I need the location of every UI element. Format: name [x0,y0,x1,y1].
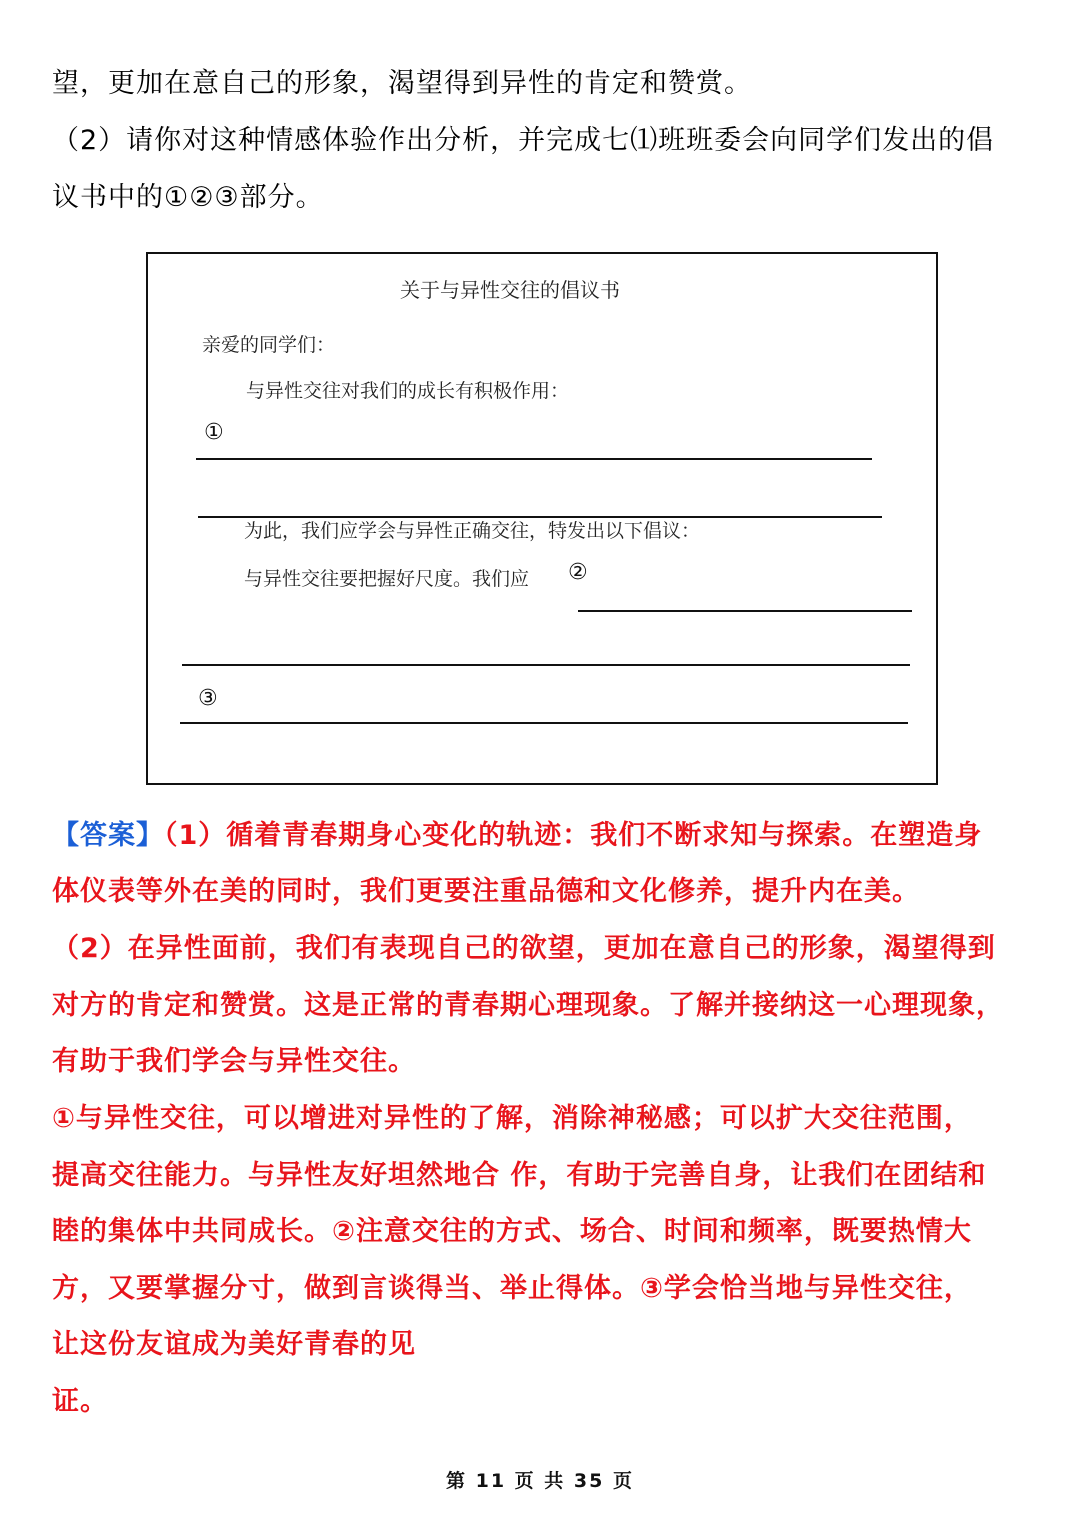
page-number: 第 11 页 共 35 页 [446,1470,634,1492]
proposal-para-3: 与异性交往要把握好尺度。我们应 [244,568,530,590]
proposal-intro: 与异性交往对我们的成长有积极作用： [246,380,570,402]
question-line-2: （2）请你对这种情感体验作出分析，并完成七⑴班班委会向同学们发出的倡 [52,125,995,156]
answer-tag: 【答案】 [52,820,164,851]
answer-line-10: 让这份友谊成为美好青春的见 [52,1329,416,1360]
question-line-1: 望，更加在意自己的形象，渴望得到异性的肯定和赞赏。 [52,68,752,99]
answer-line-9: 方，又要掌握分寸，做到言谈得当、举止得体。③学会恰当地与异性交往， [52,1273,972,1304]
proposal-greeting: 亲爱的同学们： [202,334,336,356]
question-line-3: 议书中的①②③部分。 [52,182,324,213]
proposal-title: 关于与异性交往的倡议书 [400,278,620,302]
blank-marker-2: ② [568,560,588,585]
answer-line-5: 有助于我们学会与异性交往。 [52,1046,416,1077]
answer-line-8: 睦的集体中共同成长。②注意交往的方式、场合、时间和频率，既要热情大 [52,1216,972,1247]
answer-line-6: ①与异性交往，可以增进对异性的了解，消除神秘感；可以扩大交往范围， [52,1103,972,1134]
answer-line-1-text: （1）循着青春期身心变化的轨迹：我们不断求知与探索。在塑造身 [164,820,983,851]
blank-marker-1: ① [204,420,224,445]
blank-marker-3: ③ [198,686,218,711]
blank-line-1a [196,458,872,460]
answer-line-4: 对方的肯定和赞赏。这是正常的青春期心理现象。了解并接纳这一心理现象， [52,990,1004,1021]
proposal-para-2: 为此，我们应学会与异性正确交往，特发出以下倡议： [244,520,701,542]
blank-line-2a [578,610,912,612]
answer-line-11: 证。 [52,1386,108,1417]
blank-line-3 [180,722,908,724]
answer-line-2: 体仪表等外在美的同时，我们更要注重品德和文化修养，提升内在美。 [52,876,920,907]
blank-line-2b [182,664,910,666]
proposal-figure [146,252,938,785]
answer-line-7: 提高交往能力。与异性友好坦然地合 作，有助于完善自身，让我们在团结和 [52,1160,987,1191]
answer-line-1 [52,818,982,854]
answer-line-3: （2）在异性面前，我们有表现自己的欲望，更加在意自己的形象，渴望得到 [52,933,996,964]
